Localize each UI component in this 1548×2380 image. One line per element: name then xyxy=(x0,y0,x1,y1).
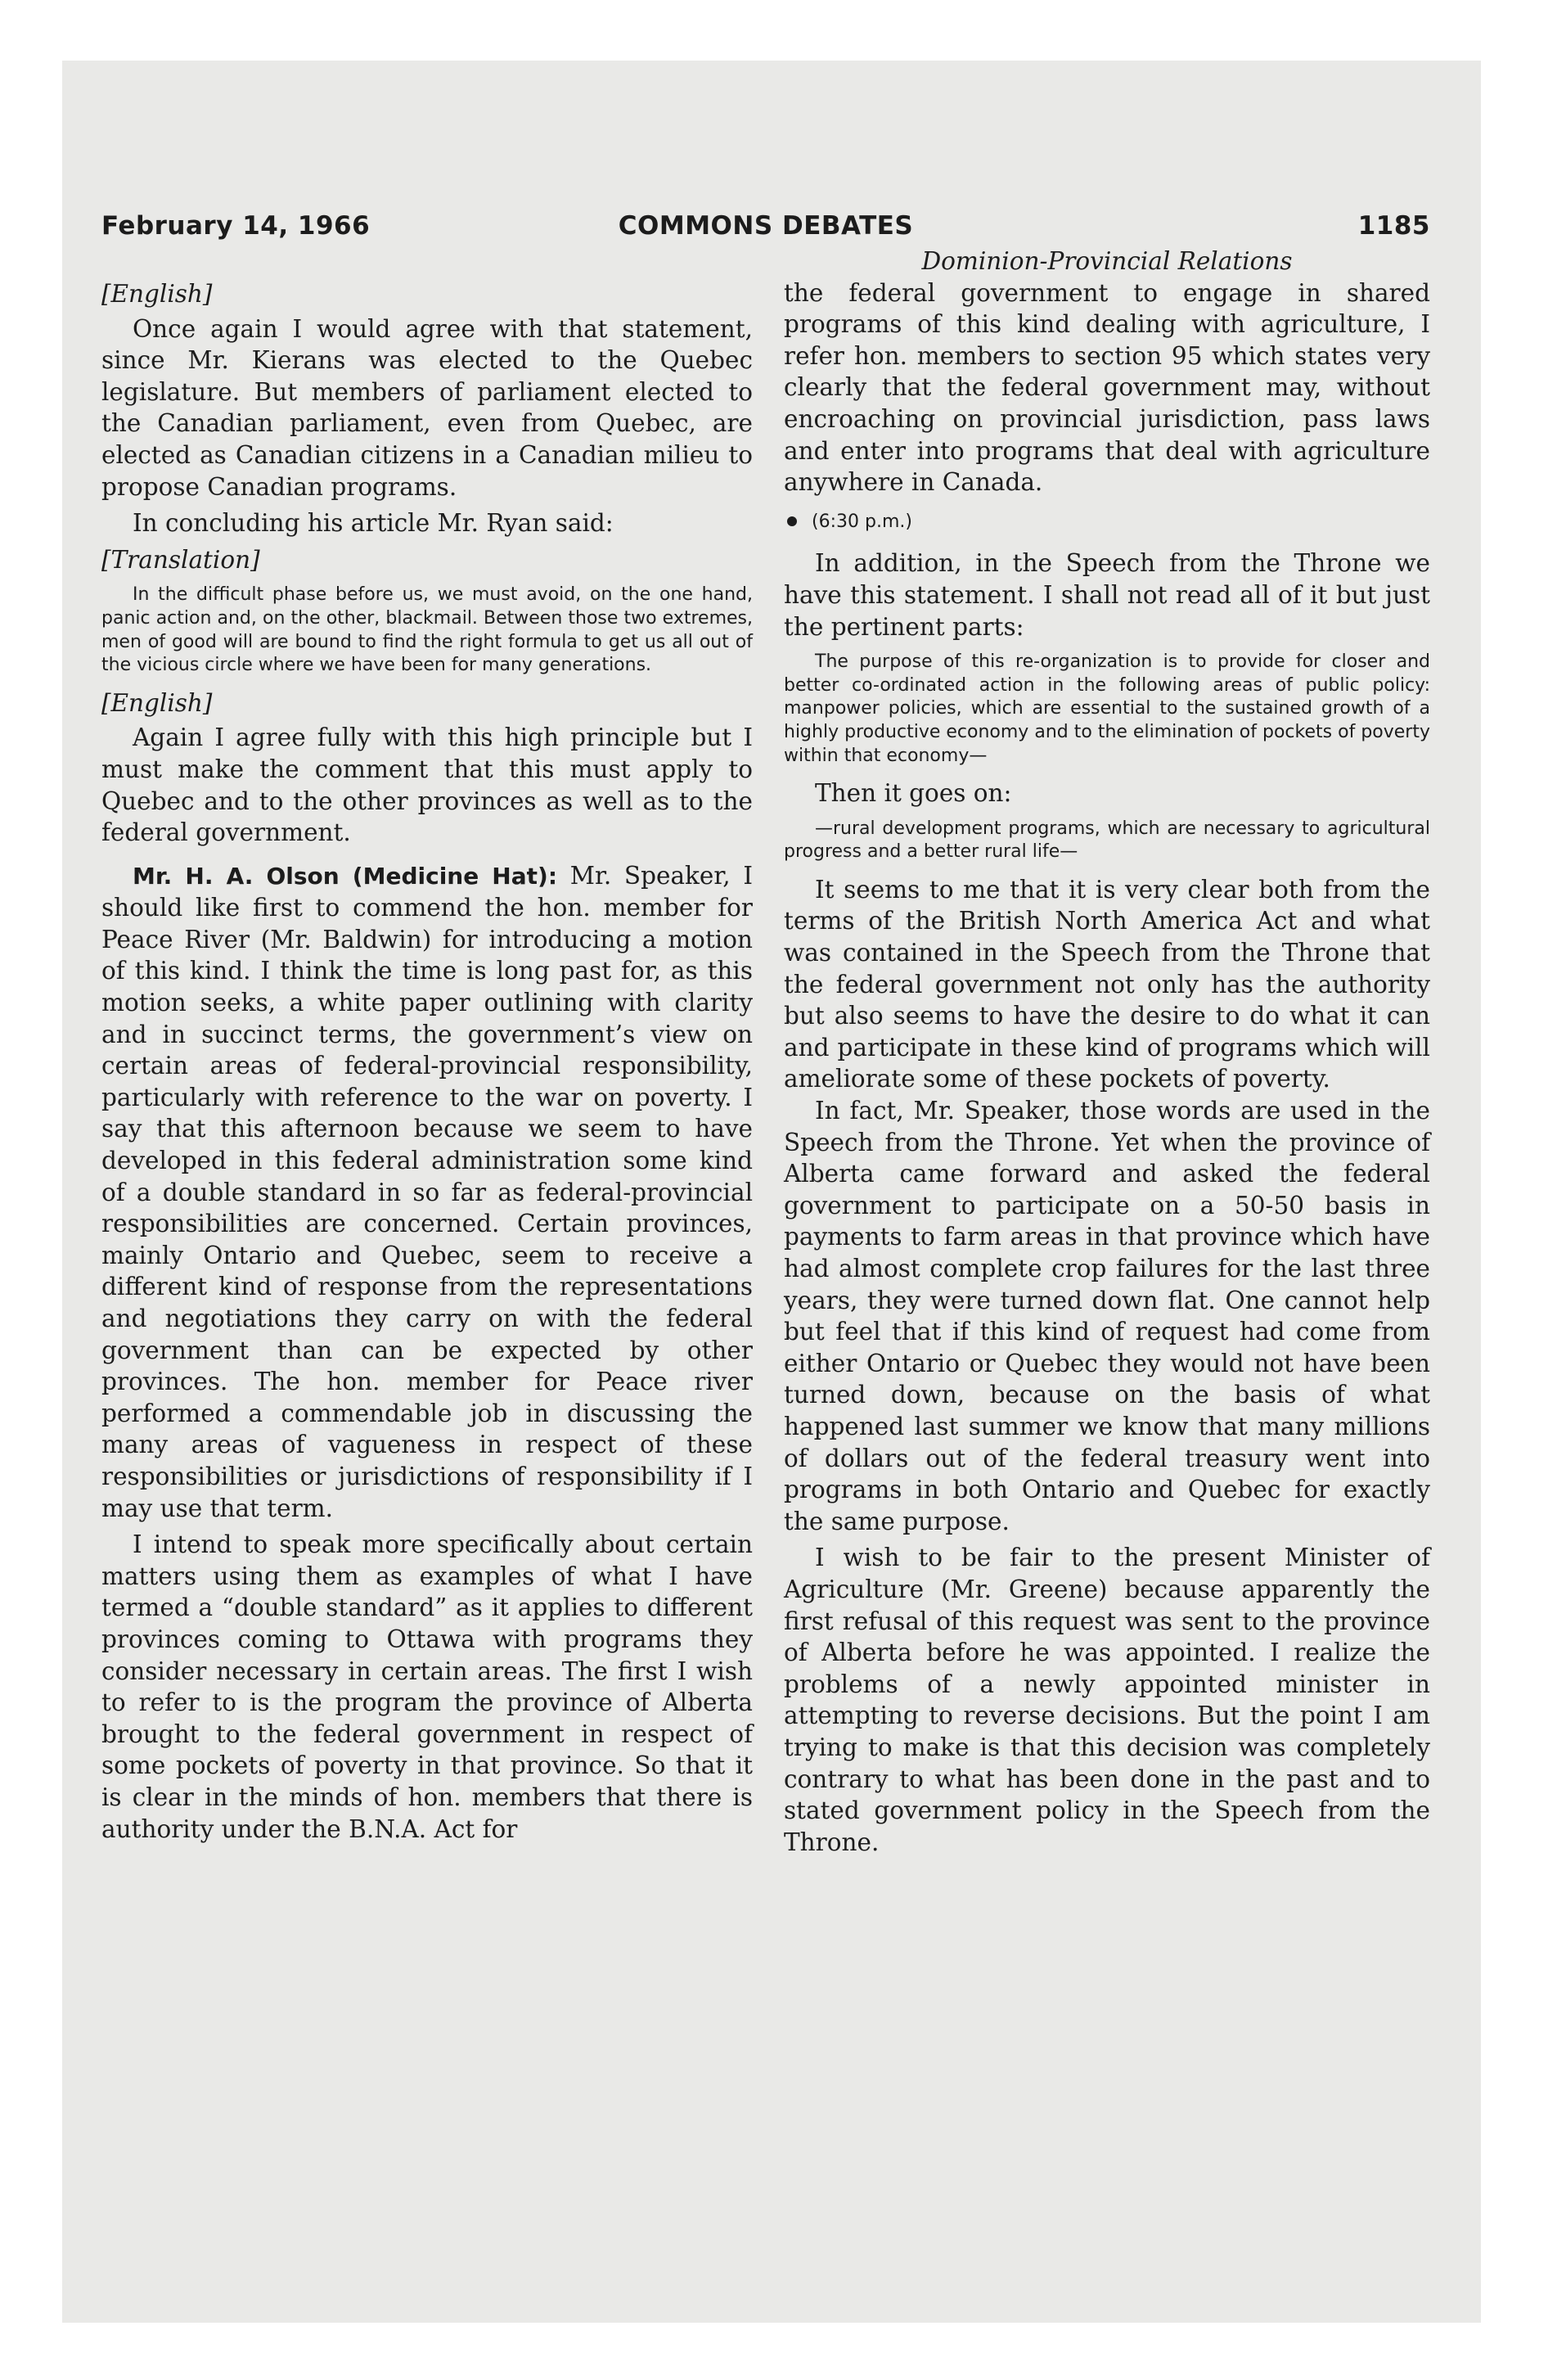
paragraph: In fact, Mr. Speaker, those words are used in the Speech from the Throne. Yet when the province of Alberta came forward and asked the federal government to participate on a 50-50 basis in payments to farm areas in that province which have had almost complete crop failures for the last three years, they were turned down flat. One cannot help but feel that if this kind of request had come from either Ontario or Quebec they would not have been turned down, because on the basis of what happened last summer we know that many millions of dollars out of the federal treasury went into programs in both Ontario and Quebec for exactly the same purpose. xyxy=(784,1097,1430,1535)
language-marker: [English] xyxy=(101,688,213,717)
quotation: The purpose of this re-organization is to provide for closer and better co-ordinated action in the following areas of public policy: manpower policies, which are essential to the sustained growth of a highly productive economy and to the elimination of pockets of poverty within that economy— xyxy=(784,651,1430,766)
paragraph: I wish to be fair to the present Minister of Agriculture (Mr. Greene) because apparently the first refusal of this request was sent to the province of Alberta before he was appointed. I realize the problems of a newly appointed minister in attempting to reverse decisions. But the point I am trying to make is that this decision was completely contrary to what has been done in the past and to stated government policy in the Speech from the Throne. xyxy=(784,1544,1430,1856)
paragraph: the federal government to engage in shared programs of this kind dealing with agriculture, I refer hon. members to section 95 which states very clearly that the federal government may, without encroaching on provincial jurisdiction, pass laws and enter into programs that deal with agriculture anywhere in Canada. xyxy=(784,278,1430,497)
paragraph: Once again I would agree with that statement, since Mr. Kierans was elected to the Quebec legislature. But members of parliament elected to the Canadian parliament, even from Quebec, are elected as Canadian citizens in a Canadian milieu to propose Canadian programs. xyxy=(101,314,753,501)
section-title: Dominion-Provincial Relations xyxy=(921,247,1293,275)
timestamp-text: (6:30 p.m.) xyxy=(812,511,912,532)
header-title: COMMONS DEBATES xyxy=(618,211,914,241)
left-column xyxy=(101,246,753,1845)
paragraph: In concluding his article Mr. Ryan said: xyxy=(133,509,614,538)
quotation: —rural development programs, which are necessary to agricultural progress and a better rural life— xyxy=(784,818,1430,863)
right-column xyxy=(784,246,1430,1858)
quotation: In the difficult phase before us, we must avoid, on the one hand, panic action and, on the other, blackmail. Between those two extremes, men of good will are bound to find the right formula to get us all out of the vicious circle where we have been for many generations. xyxy=(101,584,753,676)
language-marker: [English] xyxy=(101,280,213,308)
paragraph: I intend to speak more specifically about certain matters using them as examples of what I have termed a “double standard” as it applies to different provinces coming to Ottawa with programs they consider necessary in certain areas. The first I wish to refer to is the program the province of Alberta brought to the federal government in respect of some pockets of poverty in that province. So that it is clear in the minds of hon. members that there is authority under the B.N.A. Act for xyxy=(101,1530,753,1843)
page-header xyxy=(101,211,1430,244)
bullet-icon xyxy=(787,516,797,526)
speaker-name: Mr. H. A. Olson (Medicine Hat): xyxy=(133,862,558,890)
paragraph: Again I agree fully with this high principle but I must make the comment that this must apply to Quebec and to the other provinces as well as to the federal government. xyxy=(101,723,753,847)
paragraph: It seems to me that it is very clear both from the terms of the British North America Act and what was contained in the Speech from the Throne that the federal government not only has the authority but also seems to have the desire to do what it can and participate in these kind of programs which will ameliorate some of these pockets of poverty. xyxy=(784,875,1430,1093)
header-date: February 14, 1966 xyxy=(101,211,371,241)
paragraph: Then it goes on: xyxy=(815,779,1012,808)
speech-text: Mr. Speaker, I should like first to commend the hon. member for Peace River (Mr. Baldwin) for introducing a motion of this kind. I think the time is long past for, as this motion seeks, a white paper outlining with clarity and in succinct terms, the government’s view on certain areas of federal-provincial responsibility, particularly with reference to the war on poverty. I say that this afternoon because we seem to have developed in this federal administration some kind of a double standard in so far as federal-provincial responsibilities are concerned. Certain provinces, mainly Ontario and Quebec, seem to receive a different kind of response from the representations and negotiations they carry on with the federal government than can be expected by other provinces. The hon. member for Peace river performed a commendable job in discussing the many areas of vagueness in respect of these responsibilities or jurisdictions of responsibility if I may use that term. xyxy=(101,861,753,1522)
page-number: 1185 xyxy=(1357,211,1430,241)
speech-paragraph xyxy=(101,860,753,1524)
timestamp xyxy=(784,507,1430,539)
paragraph: In addition, in the Speech from the Throne we have this statement. I shall not read all of it but just the pertinent parts: xyxy=(784,549,1430,641)
language-marker: [Translation] xyxy=(101,545,260,574)
